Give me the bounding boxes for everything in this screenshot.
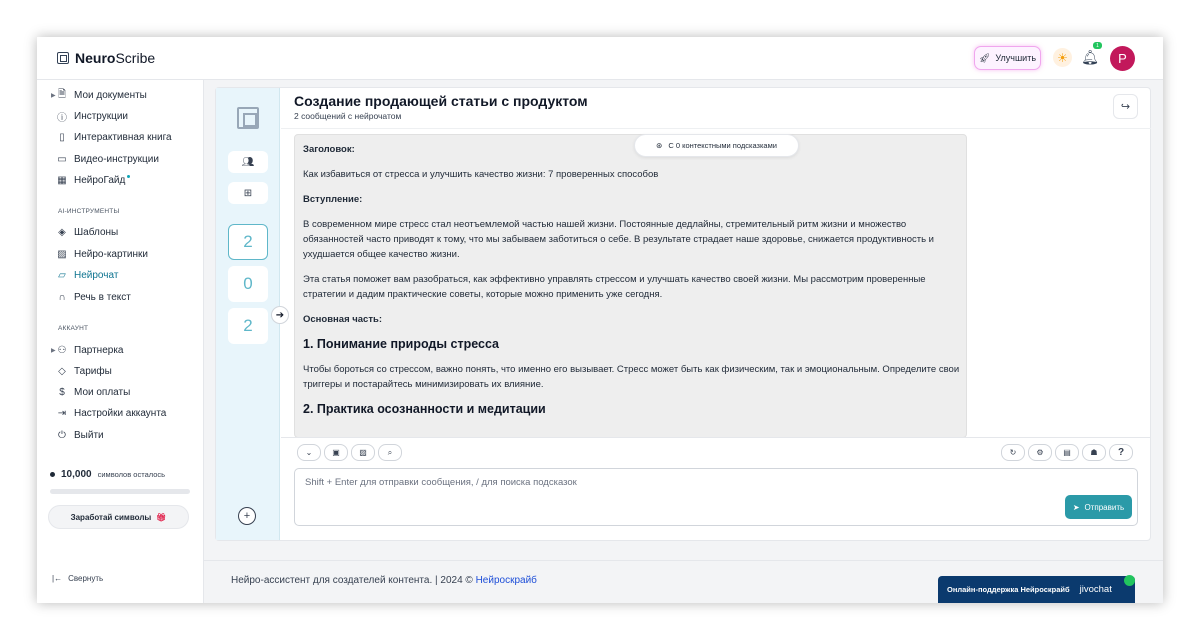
collapse-icon: |← bbox=[52, 574, 63, 583]
apps-grid-button[interactable] bbox=[228, 182, 268, 204]
footer-copyright: Нейро-ассистент для создателей контента. | 2024 © bbox=[231, 575, 473, 586]
divider bbox=[281, 128, 1151, 129]
layers-icon: ◈ bbox=[58, 226, 66, 238]
message-section-1-text: Чтобы бороться со стрессом, важно понять, что именно его вызывает. Стресс может быть как физическим, так и эмоциональным. Определите свои триггеры и постарайтесь минимизировать их влияние. bbox=[303, 364, 960, 390]
sidebar-item-label: Выйти bbox=[74, 429, 104, 441]
send-icon: ➤ bbox=[1072, 502, 1080, 512]
settings-icon[interactable]: ⚙ bbox=[1028, 444, 1052, 461]
caret-right-icon: ▶ bbox=[51, 92, 56, 99]
assistant-message bbox=[294, 134, 967, 438]
sidebar-item-settings[interactable] bbox=[56, 405, 166, 421]
grid-icon: ⊞ bbox=[243, 187, 253, 199]
credits-remaining bbox=[50, 469, 165, 480]
participants-button[interactable] bbox=[228, 151, 268, 173]
chat-title: Создание продающей статьи с продуктом bbox=[294, 93, 588, 109]
sidebar-item-documents[interactable] bbox=[51, 87, 147, 103]
chat-subtitle: 2 сообщений с нейрочатом bbox=[294, 111, 402, 121]
divider bbox=[281, 437, 1151, 438]
sidebar-item-label: Мои оплаты bbox=[74, 386, 131, 398]
footer-text bbox=[231, 575, 537, 586]
calendar-icon: ▦ bbox=[57, 174, 67, 186]
credits-label: символов осталось bbox=[97, 470, 166, 479]
logo-icon bbox=[57, 52, 69, 64]
send-button[interactable] bbox=[1065, 495, 1132, 519]
robot-icon[interactable]: ☗ bbox=[1082, 444, 1106, 461]
theme-toggle-sun-icon[interactable]: ☀ bbox=[1053, 48, 1072, 67]
video-icon: ▭ bbox=[57, 153, 67, 165]
sidebar-item-label: Настройки аккаунта bbox=[74, 407, 167, 419]
tag-icon: ◇ bbox=[58, 365, 66, 377]
message-composer bbox=[294, 468, 1138, 526]
message-section-1-title: 1. Понимание природы стресса bbox=[303, 337, 500, 351]
collapse-down-icon[interactable]: ⌄ bbox=[297, 444, 321, 461]
context-hints-pill[interactable] bbox=[634, 134, 799, 157]
power-icon: ⏻ bbox=[58, 429, 66, 441]
image-icon[interactable]: ▨ bbox=[351, 444, 375, 461]
earn-label: Заработай символы bbox=[70, 512, 152, 522]
sidebar-item-label: Интерактивная книга bbox=[74, 131, 172, 143]
sidebar-item-label: Шаблоны bbox=[74, 226, 119, 238]
rocket-icon: 🚀︎ bbox=[978, 52, 991, 63]
help-button[interactable]: ? bbox=[1109, 444, 1133, 461]
sidebar-item-label: Партнерка bbox=[74, 344, 124, 356]
sidebar-item-speech-to-text[interactable] bbox=[56, 289, 131, 305]
prompt-icon[interactable]: ↻ bbox=[1001, 444, 1025, 461]
sidebar-item-partners[interactable] bbox=[51, 342, 124, 358]
sidebar-item-tariffs[interactable] bbox=[56, 363, 112, 379]
settings-icon: ⇥ bbox=[57, 407, 67, 419]
rail-count-messages[interactable]: 2 bbox=[228, 224, 268, 260]
new-chat-plus-icon[interactable]: + bbox=[238, 507, 256, 525]
collapse-sidebar-button[interactable] bbox=[52, 574, 103, 583]
help-circle-icon: ⓘ bbox=[57, 112, 67, 124]
book-icon: ▯ bbox=[59, 131, 65, 143]
chat-icon: ▱ bbox=[58, 269, 66, 281]
sidebar-item-label: НейроГайд bbox=[74, 174, 126, 186]
footer-link[interactable]: Нейроскрайб bbox=[475, 575, 537, 586]
save-icon[interactable]: ▣ bbox=[324, 444, 348, 461]
search-icon[interactable]: ⌕ bbox=[378, 444, 402, 461]
sidebar-item-label: Инструкции bbox=[74, 110, 129, 122]
image-icon: ▨ bbox=[57, 248, 67, 260]
sidebar-item-label: Тарифы bbox=[74, 365, 112, 377]
sidebar-item-neuroguide[interactable] bbox=[56, 172, 130, 188]
expand-rail-arrow-icon[interactable]: ➔ bbox=[271, 306, 289, 324]
section-label-ai-tools: AI-ИНСТРУМЕНТЫ bbox=[58, 208, 120, 215]
message-section-2-title: 2. Практика осознанности и медитации bbox=[303, 402, 546, 416]
section-label-account: АККАУНТ bbox=[58, 325, 89, 332]
message-heading-label: Заголовок: bbox=[303, 144, 355, 155]
users-icon: ⚇ bbox=[57, 344, 67, 356]
upgrade-button[interactable] bbox=[974, 46, 1041, 70]
message-input[interactable] bbox=[305, 477, 1005, 488]
rail-count-context[interactable]: 0 bbox=[228, 266, 268, 302]
support-online-indicator bbox=[1124, 575, 1135, 586]
message-intro-paragraph-1: В современном мире стресс стал неотъемлемой частью нашей жизни. Постоянные дедлайны, стремительный ритм жизни и множество обязанностей часто приводят к тому, что мы забываем заботиться о себе. В результате страдает наше здоровье, снижается продуктивность и ухудшается общее качество жизни. bbox=[303, 219, 934, 260]
sidebar-item-templates[interactable] bbox=[56, 224, 118, 240]
sidebar-item-instructions[interactable] bbox=[56, 108, 128, 124]
rail-count-chats[interactable]: 2 bbox=[228, 308, 268, 344]
logo-bold: Neuro bbox=[75, 50, 116, 66]
notification-badge: 1 bbox=[1093, 42, 1102, 49]
collapse-label: Свернуть bbox=[68, 574, 104, 583]
credits-progress-bar bbox=[50, 489, 190, 494]
share-icon[interactable]: ↪ bbox=[1113, 94, 1138, 119]
new-dot bbox=[127, 175, 130, 178]
upgrade-label: Улучшить bbox=[995, 53, 1037, 63]
rail-logo-icon bbox=[237, 107, 259, 129]
support-brand: jivochat bbox=[1079, 584, 1112, 595]
message-main-label: Основная часть: bbox=[303, 314, 382, 325]
credits-value: 10,000 bbox=[61, 469, 92, 480]
sidebar-item-label: Видео-инструкции bbox=[74, 153, 159, 165]
sidebar-item-label: Нейрочат bbox=[74, 269, 119, 281]
sidebar-item-label: Мои документы bbox=[74, 89, 147, 101]
caret-right-icon: ▶ bbox=[51, 347, 56, 354]
message-body bbox=[303, 142, 963, 427]
sidebar-item-logout[interactable] bbox=[56, 427, 104, 443]
users-icon: 👥︎ bbox=[241, 156, 255, 168]
template-icon[interactable]: ▤ bbox=[1055, 444, 1079, 461]
message-intro-label: Вступление: bbox=[303, 194, 363, 205]
message-heading-text: Как избавиться от стресса и улучшить качество жизни: 7 проверенных способов bbox=[303, 169, 659, 180]
sidebar-item-payments[interactable] bbox=[56, 384, 130, 400]
sidebar-item-videos[interactable] bbox=[56, 151, 159, 167]
sidebar-item-neuro-images[interactable] bbox=[56, 246, 148, 262]
sidebar-item-book[interactable] bbox=[56, 129, 172, 145]
support-title: Онлайн-поддержка Нейроскрайб bbox=[947, 585, 1070, 594]
context-hints-label: С 0 контекстными подсказками bbox=[668, 141, 777, 150]
gift-icon: 🎁︎ bbox=[156, 512, 167, 522]
top-bar bbox=[37, 37, 1163, 80]
document-icon: 🗎 bbox=[57, 88, 67, 100]
dollar-icon: $ bbox=[59, 386, 65, 398]
app-logo[interactable] bbox=[57, 50, 155, 66]
app-window bbox=[37, 37, 1163, 603]
sidebar-item-neurochat[interactable] bbox=[56, 267, 118, 283]
headphones-icon: ∩ bbox=[58, 291, 66, 303]
sidebar-item-label: Речь в текст bbox=[74, 291, 131, 303]
message-intro-paragraph-2: Эта статья поможет вам разобраться, как эффективно управлять стрессом и улучшать качество своей жизни. Мы рассмотрим проверенные стратегии и дадим практические советы, которые можно применить уже сегодня. bbox=[303, 274, 926, 300]
send-label: Отправить bbox=[1084, 502, 1125, 512]
logo-rest: Scribe bbox=[115, 50, 156, 66]
brain-icon: ⊛ bbox=[656, 141, 663, 150]
credits-bullet bbox=[50, 472, 55, 477]
avatar[interactable]: P bbox=[1110, 46, 1135, 71]
support-chat-widget[interactable] bbox=[938, 576, 1135, 603]
earn-credits-button[interactable] bbox=[48, 505, 189, 529]
sidebar-item-label: Нейро-картинки bbox=[74, 248, 148, 260]
notification-bell-icon[interactable]: 🔔︎ bbox=[1081, 48, 1099, 65]
